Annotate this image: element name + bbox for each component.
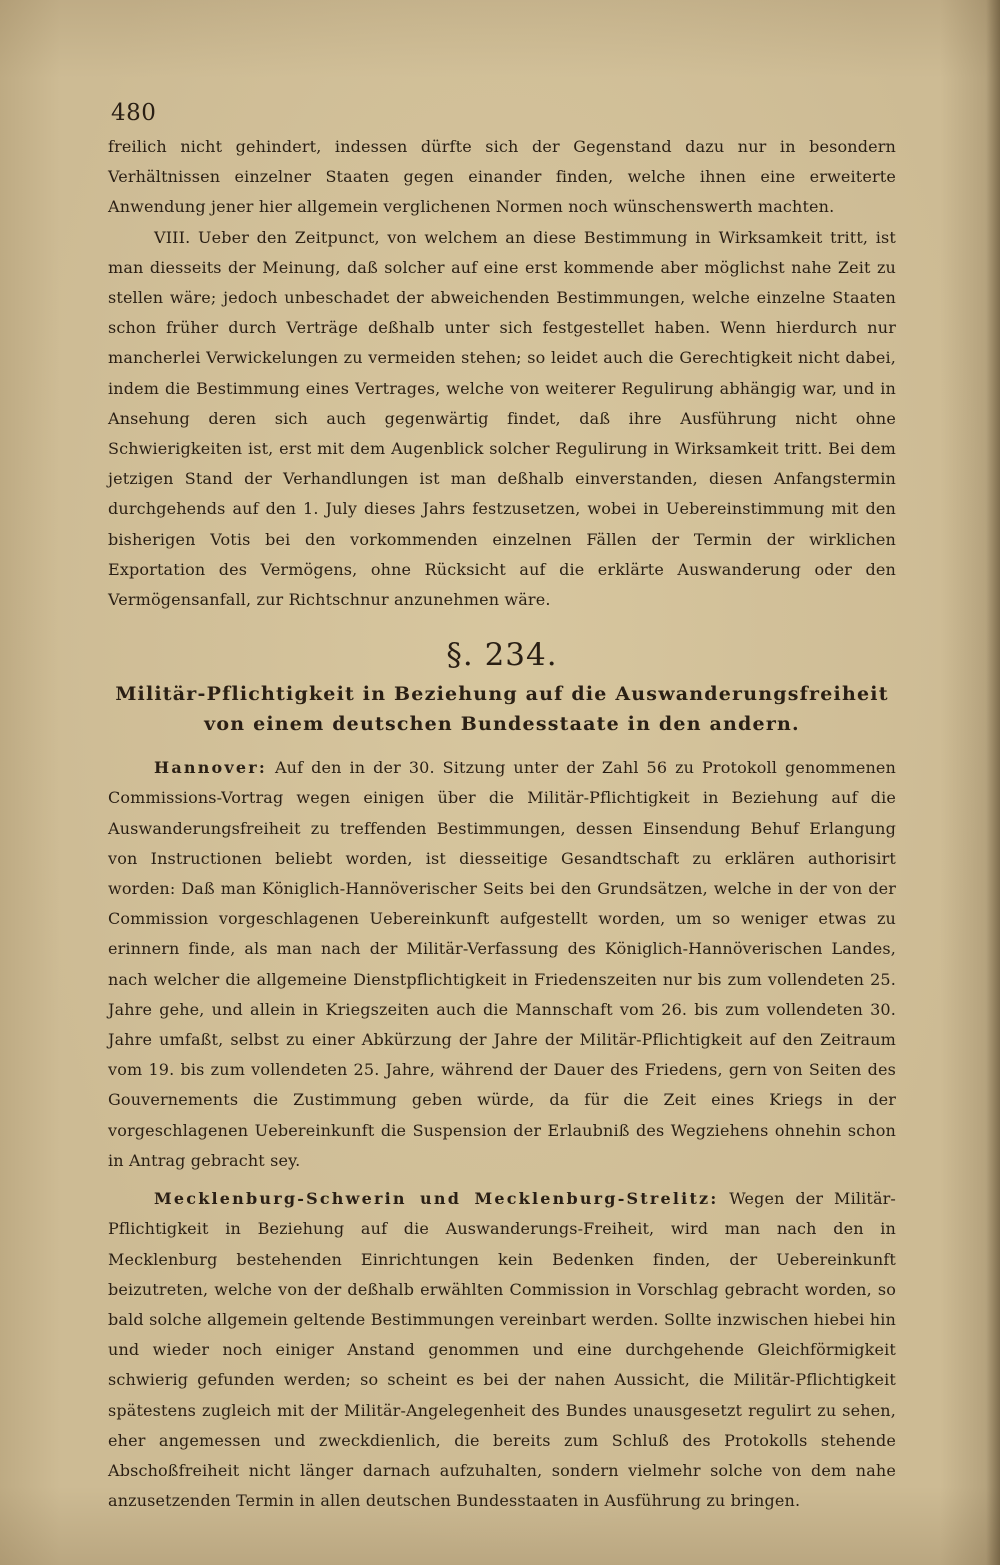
paragraph-mecklenburg-text: Wegen der Militär-Pflichtigkeit in Beziehung auf die Auswanderungs-Freiheit, wird man nach den in Mecklenburg bestehenden Einrichtungen kein Bedenken finden, der Uebereinkunft beizutreten, welche von der deßhalb erwählten Commission in Vorschlag gebracht worden, so bald solche allgemein geltende Bestimmungen vereinbart werden. Sollte inzwischen hiebei hin und wieder noch einiger Anstand genommen und eine durchgehende Gleichförmigkeit schwierig gefunden werden; so scheint es bei der nahen Aussicht, die Militär-Pflichtigkeit spätestens zugleich mit der Militär-Angelegenheit des Bundes unausgesetzt regulirt zu sehen, eher angemessen und zweckdienlich, die bereits zum Schluß des Protokolls stehende Abschoßfreiheit nicht länger darnach aufzuhalten, sondern vielmehr solche von dem nahe anzusetzenden Termin in allen deutschen Bundesstaaten in Ausführung zu bringen.	[108, 1189, 896, 1511]
section-title	[108, 679, 896, 739]
book-spine-shadow	[986, 0, 1000, 1565]
paragraph-hannover-text: Auf den in der 30. Sitzung unter der Zahl 56 zu Protokoll genommenen Commissions-Vortrag wegen einigen über die Militär-Pflichtigkeit in Beziehung auf die Auswanderungsfreiheit zu treffenden Bestimmungen, dessen Einsendung Behuf Erlangung von Instructionen beliebt worden, ist diesseitige Gesandtschaft zu erklären authorisirt worden: Daß man Königlich-Hannöverischer Seits bei den Grundsätzen, welche in der von der Commission vorgeschlagenen Uebereinkunft aufgestellt worden, um so weniger etwas zu erinnern finde, als man nach der Militär-Verfassung des Königlich-Hannöverischen Landes, nach welcher die allgemeine Dienstpflichtigkeit in Friedenszeiten nur bis zum vollendeten 25. Jahre gehe, und allein in Kriegszeiten auch die Mannschaft vom 26. bis zum vollendeten 30. Jahre umfaßt, selbst zu einer Abkürzung der Jahre der Militär-Pflichtigkeit auf den Zeitraum vom 19. bis zum vollendeten 25. Jahre, während der Dauer des Friedens, gern von Seiten des Gouvernements die Zustimmung geben würde, da für die Zeit eines Kriegs in der vorgeschlagenen Uebereinkunft die Suspension der Erlaubniß des Wegziehens ohnehin schon in Antrag gebracht sey.	[108, 758, 896, 1170]
paragraph-hannover	[108, 753, 896, 1176]
page-content	[108, 100, 896, 1516]
paragraph-viii: VIII. Ueber den Zeitpunct, von welchem an diese Bestimmung in Wirksamkeit tritt, ist man diesseits der Meinung, daß solcher auf eine erst kommende aber möglichst nahe Zeit zu stellen wäre; jedoch unbeschadet der abweichenden Bestimmungen, welche einzelne Staaten schon früher durch Verträge deßhalb unter sich festgestellet haben. Wenn hierdurch nur mancherlei Verwickelungen zu vermeiden stehen; so leidet auch die Gerechtigkeit nicht dabei, indem die Bestimmung eines Vertrages, welche von weiterer Regulirung abhängig war, und in Ansehung deren sich auch gegenwärtig findet, daß ihre Ausführung nicht ohne Schwierigkeiten ist, erst mit dem Augenblick solcher Regulirung in Wirksamkeit tritt. Bei dem jetzigen Stand der Verhandlungen ist man deßhalb einverstanden, diesen Anfangstermin durchgehends auf den 1. July dieses Jahrs festzusetzen, wobei in Uebereinstimmung mit den bisherigen Votis bei den vorkommenden einzelnen Fällen der Termin der wirklichen Exportation des Vermögens, ohne Rücksicht auf die erklärte Auswanderung oder den Vermögensanfall, zur Richtschnur anzunehmen wäre.	[108, 227, 896, 610]
paragraph-gap	[108, 1176, 896, 1184]
paragraph-hannover-lead: Hannover:	[154, 758, 268, 778]
section-number: §. 234.	[446, 637, 558, 674]
paragraph-continuation: freilich nicht gehindert, indessen dürfte sich der Gegenstand dazu nur in besondern Verhältnissen einzelner Staaten gegen einander finden, welche ihnen eine erweiterte Anwendung jener hier allgemein verglichenen Normen noch wünschenswerth machten.	[108, 137, 896, 217]
paragraph-mecklenburg	[108, 1184, 896, 1516]
section-title-line-1: Militär-Pflichtigkeit in Beziehung auf die Auswanderungsfreiheit	[115, 683, 889, 706]
paragraph-mecklenburg-lead: Mecklenburg-Schwerin und Mecklenburg-Strelitz:	[154, 1189, 719, 1209]
page-number: 480	[111, 100, 157, 126]
section-title-line-2: von einem deutschen Bundesstaate in den andern.	[204, 713, 800, 736]
